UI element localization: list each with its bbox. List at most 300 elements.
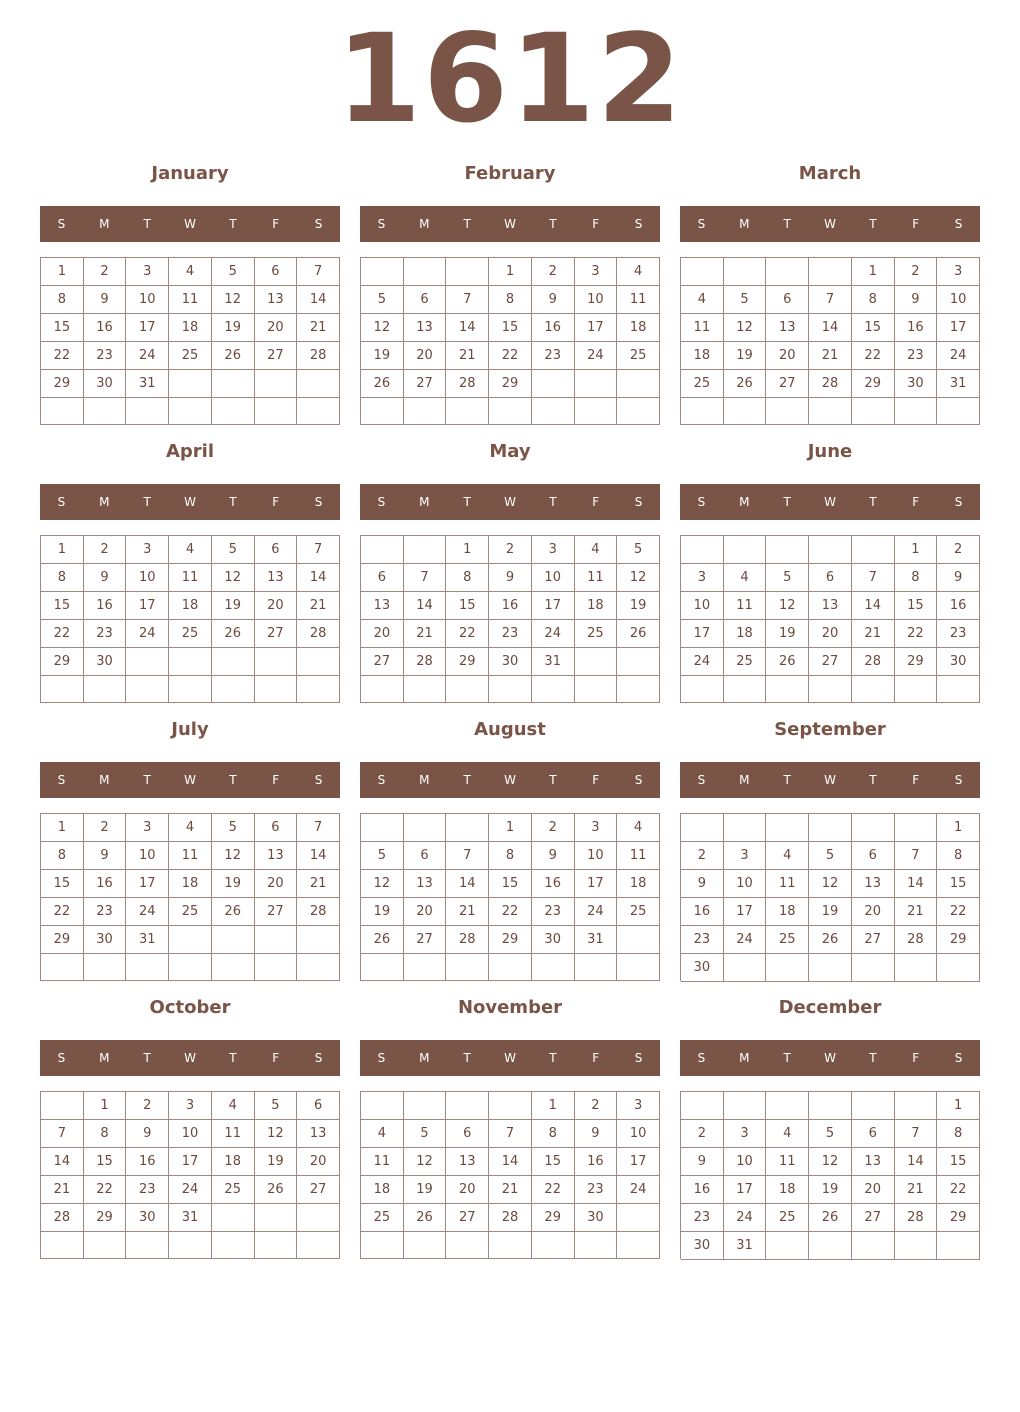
day-cell[interactable]: 23: [532, 898, 575, 926]
day-cell[interactable]: 6: [852, 1120, 895, 1148]
day-cell[interactable]: 13: [361, 592, 404, 620]
day-cell[interactable]: 16: [84, 870, 127, 898]
day-cell[interactable]: 29: [937, 926, 980, 954]
day-cell[interactable]: 7: [489, 1120, 532, 1148]
day-cell[interactable]: 25: [212, 1176, 255, 1204]
day-cell[interactable]: 31: [575, 926, 618, 954]
day-cell[interactable]: 3: [126, 258, 169, 286]
day-cell[interactable]: 26: [404, 1204, 447, 1232]
day-cell[interactable]: 20: [404, 342, 447, 370]
day-cell[interactable]: 23: [532, 342, 575, 370]
day-cell[interactable]: 23: [126, 1176, 169, 1204]
day-cell[interactable]: 11: [361, 1148, 404, 1176]
day-cell[interactable]: 12: [809, 1148, 852, 1176]
day-cell[interactable]: 6: [852, 842, 895, 870]
day-cell[interactable]: 26: [361, 926, 404, 954]
day-cell[interactable]: 11: [169, 842, 212, 870]
day-cell[interactable]: 27: [809, 648, 852, 676]
day-cell[interactable]: 29: [489, 370, 532, 398]
day-cell[interactable]: 21: [852, 620, 895, 648]
day-cell[interactable]: 5: [361, 842, 404, 870]
day-cell[interactable]: 2: [937, 536, 980, 564]
day-cell[interactable]: 29: [895, 648, 938, 676]
day-cell[interactable]: 25: [681, 370, 724, 398]
day-cell[interactable]: 25: [766, 1204, 809, 1232]
day-cell[interactable]: 15: [84, 1148, 127, 1176]
day-cell[interactable]: 13: [852, 870, 895, 898]
day-cell[interactable]: 23: [681, 926, 724, 954]
day-cell[interactable]: 3: [937, 258, 980, 286]
day-cell[interactable]: 5: [724, 286, 767, 314]
day-cell[interactable]: 12: [809, 870, 852, 898]
day-cell[interactable]: 17: [617, 1148, 660, 1176]
day-cell[interactable]: 1: [489, 814, 532, 842]
day-cell[interactable]: 11: [766, 870, 809, 898]
day-cell[interactable]: 19: [361, 898, 404, 926]
day-cell[interactable]: 30: [681, 954, 724, 982]
day-cell[interactable]: 1: [937, 1092, 980, 1120]
day-cell[interactable]: 17: [575, 314, 618, 342]
day-cell[interactable]: 29: [532, 1204, 575, 1232]
day-cell[interactable]: 17: [126, 592, 169, 620]
day-cell[interactable]: 10: [126, 842, 169, 870]
day-cell[interactable]: 16: [681, 898, 724, 926]
day-cell[interactable]: 16: [489, 592, 532, 620]
day-cell[interactable]: 28: [297, 620, 340, 648]
day-cell[interactable]: 21: [41, 1176, 84, 1204]
day-cell[interactable]: 3: [169, 1092, 212, 1120]
day-cell[interactable]: 11: [169, 286, 212, 314]
day-cell[interactable]: 4: [766, 1120, 809, 1148]
day-cell[interactable]: 19: [361, 342, 404, 370]
day-cell[interactable]: 20: [404, 898, 447, 926]
day-cell[interactable]: 14: [297, 286, 340, 314]
day-cell[interactable]: 8: [937, 1120, 980, 1148]
day-cell[interactable]: 16: [681, 1176, 724, 1204]
day-cell[interactable]: 7: [404, 564, 447, 592]
day-cell[interactable]: 11: [724, 592, 767, 620]
day-cell[interactable]: 2: [84, 258, 127, 286]
day-cell[interactable]: 20: [809, 620, 852, 648]
day-cell[interactable]: 15: [937, 1148, 980, 1176]
day-cell[interactable]: 21: [446, 342, 489, 370]
day-cell[interactable]: 15: [41, 592, 84, 620]
day-cell[interactable]: 19: [212, 314, 255, 342]
day-cell[interactable]: 28: [446, 370, 489, 398]
day-cell[interactable]: 28: [404, 648, 447, 676]
day-cell[interactable]: 20: [766, 342, 809, 370]
day-cell[interactable]: 27: [255, 620, 298, 648]
day-cell[interactable]: 10: [532, 564, 575, 592]
day-cell[interactable]: 2: [575, 1092, 618, 1120]
day-cell[interactable]: 10: [575, 286, 618, 314]
day-cell[interactable]: 18: [766, 1176, 809, 1204]
day-cell[interactable]: 17: [724, 898, 767, 926]
day-cell[interactable]: 6: [809, 564, 852, 592]
day-cell[interactable]: 14: [446, 314, 489, 342]
day-cell[interactable]: 17: [169, 1148, 212, 1176]
day-cell[interactable]: 19: [212, 870, 255, 898]
day-cell[interactable]: 26: [255, 1176, 298, 1204]
day-cell[interactable]: 31: [532, 648, 575, 676]
day-cell[interactable]: 27: [255, 342, 298, 370]
day-cell[interactable]: 20: [361, 620, 404, 648]
day-cell[interactable]: 19: [212, 592, 255, 620]
day-cell[interactable]: 3: [532, 536, 575, 564]
day-cell[interactable]: 3: [575, 814, 618, 842]
day-cell[interactable]: 20: [255, 870, 298, 898]
day-cell[interactable]: 17: [126, 870, 169, 898]
day-cell[interactable]: 10: [724, 1148, 767, 1176]
day-cell[interactable]: 12: [212, 842, 255, 870]
day-cell[interactable]: 17: [937, 314, 980, 342]
day-cell[interactable]: 15: [852, 314, 895, 342]
day-cell[interactable]: 24: [937, 342, 980, 370]
day-cell[interactable]: 2: [84, 536, 127, 564]
day-cell[interactable]: 5: [212, 536, 255, 564]
day-cell[interactable]: 9: [681, 870, 724, 898]
day-cell[interactable]: 16: [532, 314, 575, 342]
day-cell[interactable]: 1: [937, 814, 980, 842]
day-cell[interactable]: 23: [84, 342, 127, 370]
day-cell[interactable]: 12: [255, 1120, 298, 1148]
day-cell[interactable]: 2: [84, 814, 127, 842]
day-cell[interactable]: 30: [84, 926, 127, 954]
day-cell[interactable]: 27: [446, 1204, 489, 1232]
day-cell[interactable]: 15: [489, 870, 532, 898]
day-cell[interactable]: 5: [404, 1120, 447, 1148]
day-cell[interactable]: 3: [681, 564, 724, 592]
day-cell[interactable]: 6: [766, 286, 809, 314]
day-cell[interactable]: 2: [895, 258, 938, 286]
day-cell[interactable]: 18: [617, 314, 660, 342]
day-cell[interactable]: 3: [126, 536, 169, 564]
day-cell[interactable]: 9: [681, 1148, 724, 1176]
day-cell[interactable]: 17: [126, 314, 169, 342]
day-cell[interactable]: 16: [532, 870, 575, 898]
day-cell[interactable]: 9: [489, 564, 532, 592]
day-cell[interactable]: 14: [895, 1148, 938, 1176]
day-cell[interactable]: 30: [575, 1204, 618, 1232]
day-cell[interactable]: 10: [126, 286, 169, 314]
day-cell[interactable]: 18: [724, 620, 767, 648]
day-cell[interactable]: 25: [169, 342, 212, 370]
day-cell[interactable]: 8: [84, 1120, 127, 1148]
day-cell[interactable]: 18: [169, 870, 212, 898]
day-cell[interactable]: 24: [126, 342, 169, 370]
day-cell[interactable]: 16: [84, 314, 127, 342]
day-cell[interactable]: 18: [617, 870, 660, 898]
day-cell[interactable]: 13: [255, 842, 298, 870]
day-cell[interactable]: 31: [126, 370, 169, 398]
day-cell[interactable]: 17: [724, 1176, 767, 1204]
day-cell[interactable]: 13: [809, 592, 852, 620]
day-cell[interactable]: 20: [297, 1148, 340, 1176]
day-cell[interactable]: 22: [937, 1176, 980, 1204]
day-cell[interactable]: 9: [532, 286, 575, 314]
day-cell[interactable]: 5: [617, 536, 660, 564]
day-cell[interactable]: 21: [489, 1176, 532, 1204]
day-cell[interactable]: 16: [937, 592, 980, 620]
day-cell[interactable]: 8: [852, 286, 895, 314]
day-cell[interactable]: 5: [766, 564, 809, 592]
day-cell[interactable]: 25: [724, 648, 767, 676]
day-cell[interactable]: 3: [575, 258, 618, 286]
day-cell[interactable]: 23: [489, 620, 532, 648]
day-cell[interactable]: 17: [681, 620, 724, 648]
day-cell[interactable]: 27: [852, 1204, 895, 1232]
day-cell[interactable]: 11: [681, 314, 724, 342]
day-cell[interactable]: 31: [937, 370, 980, 398]
day-cell[interactable]: 8: [41, 842, 84, 870]
day-cell[interactable]: 6: [404, 286, 447, 314]
day-cell[interactable]: 15: [446, 592, 489, 620]
day-cell[interactable]: 9: [937, 564, 980, 592]
day-cell[interactable]: 13: [404, 870, 447, 898]
day-cell[interactable]: 4: [169, 814, 212, 842]
day-cell[interactable]: 7: [852, 564, 895, 592]
day-cell[interactable]: 19: [724, 342, 767, 370]
day-cell[interactable]: 6: [446, 1120, 489, 1148]
day-cell[interactable]: 13: [404, 314, 447, 342]
day-cell[interactable]: 1: [852, 258, 895, 286]
day-cell[interactable]: 22: [446, 620, 489, 648]
day-cell[interactable]: 8: [41, 286, 84, 314]
day-cell[interactable]: 30: [126, 1204, 169, 1232]
day-cell[interactable]: 8: [937, 842, 980, 870]
day-cell[interactable]: 15: [937, 870, 980, 898]
day-cell[interactable]: 7: [809, 286, 852, 314]
day-cell[interactable]: 24: [532, 620, 575, 648]
day-cell[interactable]: 22: [852, 342, 895, 370]
day-cell[interactable]: 28: [852, 648, 895, 676]
day-cell[interactable]: 19: [404, 1176, 447, 1204]
day-cell[interactable]: 29: [852, 370, 895, 398]
day-cell[interactable]: 11: [766, 1148, 809, 1176]
day-cell[interactable]: 9: [84, 842, 127, 870]
day-cell[interactable]: 26: [617, 620, 660, 648]
day-cell[interactable]: 23: [895, 342, 938, 370]
day-cell[interactable]: 21: [404, 620, 447, 648]
day-cell[interactable]: 24: [617, 1176, 660, 1204]
day-cell[interactable]: 22: [41, 342, 84, 370]
day-cell[interactable]: 30: [895, 370, 938, 398]
day-cell[interactable]: 20: [255, 314, 298, 342]
day-cell[interactable]: 22: [489, 898, 532, 926]
day-cell[interactable]: 19: [809, 1176, 852, 1204]
day-cell[interactable]: 25: [361, 1204, 404, 1232]
day-cell[interactable]: 28: [895, 1204, 938, 1232]
day-cell[interactable]: 10: [126, 564, 169, 592]
day-cell[interactable]: 5: [255, 1092, 298, 1120]
day-cell[interactable]: 24: [575, 342, 618, 370]
day-cell[interactable]: 28: [895, 926, 938, 954]
day-cell[interactable]: 12: [724, 314, 767, 342]
day-cell[interactable]: 18: [681, 342, 724, 370]
day-cell[interactable]: 7: [446, 286, 489, 314]
day-cell[interactable]: 14: [404, 592, 447, 620]
day-cell[interactable]: 18: [766, 898, 809, 926]
day-cell[interactable]: 11: [617, 286, 660, 314]
day-cell[interactable]: 14: [297, 842, 340, 870]
day-cell[interactable]: 4: [169, 536, 212, 564]
day-cell[interactable]: 4: [212, 1092, 255, 1120]
day-cell[interactable]: 25: [169, 898, 212, 926]
day-cell[interactable]: 1: [446, 536, 489, 564]
day-cell[interactable]: 28: [297, 898, 340, 926]
day-cell[interactable]: 4: [617, 814, 660, 842]
day-cell[interactable]: 14: [809, 314, 852, 342]
day-cell[interactable]: 27: [361, 648, 404, 676]
day-cell[interactable]: 2: [681, 842, 724, 870]
day-cell[interactable]: 5: [212, 258, 255, 286]
day-cell[interactable]: 30: [489, 648, 532, 676]
day-cell[interactable]: 28: [489, 1204, 532, 1232]
day-cell[interactable]: 20: [852, 1176, 895, 1204]
day-cell[interactable]: 28: [809, 370, 852, 398]
day-cell[interactable]: 6: [255, 258, 298, 286]
day-cell[interactable]: 28: [41, 1204, 84, 1232]
day-cell[interactable]: 7: [297, 536, 340, 564]
day-cell[interactable]: 7: [446, 842, 489, 870]
day-cell[interactable]: 3: [126, 814, 169, 842]
day-cell[interactable]: 28: [446, 926, 489, 954]
day-cell[interactable]: 26: [724, 370, 767, 398]
day-cell[interactable]: 26: [212, 898, 255, 926]
day-cell[interactable]: 26: [212, 620, 255, 648]
day-cell[interactable]: 23: [84, 620, 127, 648]
day-cell[interactable]: 6: [361, 564, 404, 592]
day-cell[interactable]: 4: [361, 1120, 404, 1148]
day-cell[interactable]: 24: [724, 926, 767, 954]
day-cell[interactable]: 25: [766, 926, 809, 954]
day-cell[interactable]: 11: [575, 564, 618, 592]
day-cell[interactable]: 13: [852, 1148, 895, 1176]
day-cell[interactable]: 16: [126, 1148, 169, 1176]
day-cell[interactable]: 8: [489, 842, 532, 870]
day-cell[interactable]: 30: [84, 370, 127, 398]
day-cell[interactable]: 23: [937, 620, 980, 648]
day-cell[interactable]: 25: [575, 620, 618, 648]
day-cell[interactable]: 23: [575, 1176, 618, 1204]
day-cell[interactable]: 24: [126, 620, 169, 648]
day-cell[interactable]: 23: [84, 898, 127, 926]
day-cell[interactable]: 13: [297, 1120, 340, 1148]
day-cell[interactable]: 24: [724, 1204, 767, 1232]
day-cell[interactable]: 25: [617, 342, 660, 370]
day-cell[interactable]: 16: [575, 1148, 618, 1176]
day-cell[interactable]: 24: [575, 898, 618, 926]
day-cell[interactable]: 24: [681, 648, 724, 676]
day-cell[interactable]: 13: [255, 286, 298, 314]
day-cell[interactable]: 20: [852, 898, 895, 926]
day-cell[interactable]: 14: [852, 592, 895, 620]
day-cell[interactable]: 21: [297, 592, 340, 620]
day-cell[interactable]: 30: [937, 648, 980, 676]
day-cell[interactable]: 16: [895, 314, 938, 342]
day-cell[interactable]: 8: [895, 564, 938, 592]
day-cell[interactable]: 27: [404, 926, 447, 954]
day-cell[interactable]: 26: [212, 342, 255, 370]
day-cell[interactable]: 28: [297, 342, 340, 370]
day-cell[interactable]: 24: [169, 1176, 212, 1204]
day-cell[interactable]: 29: [937, 1204, 980, 1232]
day-cell[interactable]: 21: [895, 1176, 938, 1204]
day-cell[interactable]: 7: [895, 842, 938, 870]
day-cell[interactable]: 31: [126, 926, 169, 954]
day-cell[interactable]: 18: [212, 1148, 255, 1176]
day-cell[interactable]: 29: [446, 648, 489, 676]
day-cell[interactable]: 8: [41, 564, 84, 592]
day-cell[interactable]: 1: [41, 536, 84, 564]
day-cell[interactable]: 22: [895, 620, 938, 648]
day-cell[interactable]: 21: [895, 898, 938, 926]
day-cell[interactable]: 20: [255, 592, 298, 620]
day-cell[interactable]: 5: [809, 842, 852, 870]
day-cell[interactable]: 10: [681, 592, 724, 620]
day-cell[interactable]: 29: [84, 1204, 127, 1232]
day-cell[interactable]: 1: [895, 536, 938, 564]
day-cell[interactable]: 15: [895, 592, 938, 620]
day-cell[interactable]: 24: [126, 898, 169, 926]
day-cell[interactable]: 7: [895, 1120, 938, 1148]
day-cell[interactable]: 16: [84, 592, 127, 620]
day-cell[interactable]: 10: [575, 842, 618, 870]
day-cell[interactable]: 29: [41, 370, 84, 398]
day-cell[interactable]: 9: [575, 1120, 618, 1148]
day-cell[interactable]: 22: [41, 898, 84, 926]
day-cell[interactable]: 25: [617, 898, 660, 926]
day-cell[interactable]: 10: [169, 1120, 212, 1148]
day-cell[interactable]: 22: [84, 1176, 127, 1204]
day-cell[interactable]: 13: [255, 564, 298, 592]
day-cell[interactable]: 14: [489, 1148, 532, 1176]
day-cell[interactable]: 9: [84, 286, 127, 314]
day-cell[interactable]: 12: [404, 1148, 447, 1176]
day-cell[interactable]: 27: [766, 370, 809, 398]
day-cell[interactable]: 7: [297, 814, 340, 842]
day-cell[interactable]: 8: [532, 1120, 575, 1148]
day-cell[interactable]: 9: [895, 286, 938, 314]
day-cell[interactable]: 5: [361, 286, 404, 314]
day-cell[interactable]: 6: [255, 536, 298, 564]
day-cell[interactable]: 18: [169, 314, 212, 342]
day-cell[interactable]: 6: [255, 814, 298, 842]
day-cell[interactable]: 4: [169, 258, 212, 286]
day-cell[interactable]: 26: [766, 648, 809, 676]
day-cell[interactable]: 13: [766, 314, 809, 342]
day-cell[interactable]: 10: [937, 286, 980, 314]
day-cell[interactable]: 10: [617, 1120, 660, 1148]
day-cell[interactable]: 14: [297, 564, 340, 592]
day-cell[interactable]: 31: [724, 1232, 767, 1260]
day-cell[interactable]: 7: [297, 258, 340, 286]
day-cell[interactable]: 12: [212, 286, 255, 314]
day-cell[interactable]: 18: [361, 1176, 404, 1204]
day-cell[interactable]: 25: [169, 620, 212, 648]
day-cell[interactable]: 17: [575, 870, 618, 898]
day-cell[interactable]: 4: [575, 536, 618, 564]
day-cell[interactable]: 1: [41, 258, 84, 286]
day-cell[interactable]: 21: [297, 870, 340, 898]
day-cell[interactable]: 12: [361, 870, 404, 898]
day-cell[interactable]: 27: [297, 1176, 340, 1204]
day-cell[interactable]: 23: [681, 1204, 724, 1232]
day-cell[interactable]: 2: [489, 536, 532, 564]
day-cell[interactable]: 13: [446, 1148, 489, 1176]
day-cell[interactable]: 1: [489, 258, 532, 286]
day-cell[interactable]: 21: [446, 898, 489, 926]
